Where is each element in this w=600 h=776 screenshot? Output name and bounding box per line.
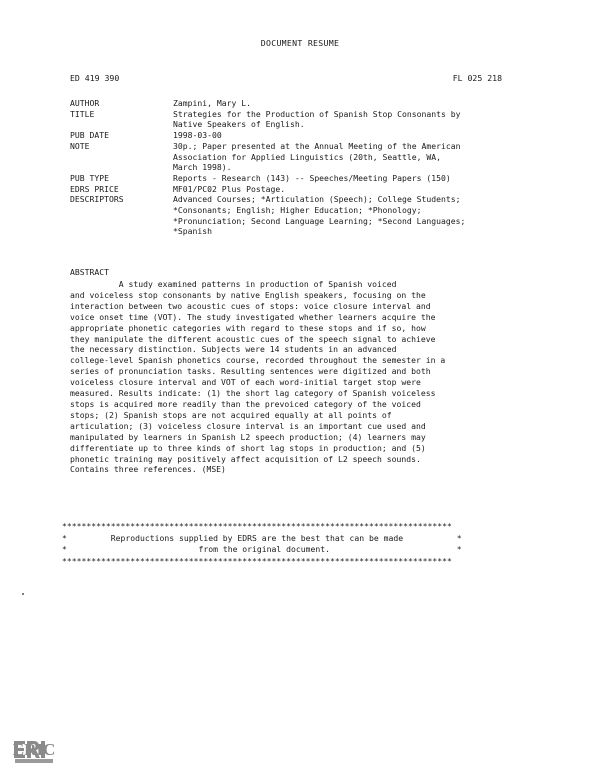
- meta-value: Strategies for the Production of Spanish Stop Consonants by Native Speakers of English.: [173, 108, 461, 130]
- meta-value: Reports - Research (143) -- Speeches/Meeting Papers (150): [173, 172, 451, 183]
- meta-row-pub-type: [70, 173, 540, 184]
- abstract-heading: ABSTRACT: [70, 267, 109, 277]
- meta-row-note: [70, 141, 540, 173]
- meta-key: EDRS PRICE: [70, 183, 119, 194]
- star-border-top: ********************************************************************************: [62, 521, 452, 531]
- reproduction-notice: [62, 521, 552, 567]
- meta-key: PUB TYPE: [70, 172, 109, 183]
- eric-logo-text: ERIC: [12, 740, 56, 759]
- document-title: DOCUMENT RESUME: [260, 38, 340, 48]
- meta-value: MF01/PC02 Plus Postage.: [173, 183, 286, 194]
- meta-key: TITLE: [70, 108, 95, 119]
- star-border-bottom: ********************************************************************************: [62, 555, 452, 566]
- meta-key: NOTE: [70, 140, 90, 151]
- abstract-body: A study examined patterns in production of Spanish voiced and voiceless stop consonants by native English speakers, focusing on the interaction between two acoustic cues of stops: voice closure interval and voice onset time (VOT). The study investigated whether learners acquire the appropriate phonetic categories with regard to these stops and if so, how they manipulate the different acoustic cues of the speech signal to achieve the necessary distinction. Subjects were 14 students in an advanced college-level Spanish phonetics course, recorded throughout the semester in a series of pronunciation tasks. Resulting sentences were digitized and both voiceless closure interval and VOT of each word-initial target stop were measured. Results indicate: (1) the short lag category of Spanish voiceless stops is acquired more readily than the prevoiced category of the voiced stops; (2) Spanish stops are not acquired equally at all points of articulation; (3) voiceless closure interval is an important cue used and manipulated by learners in Spanish L2 speech production; (4) learners may differentiate up to three kinds of short lag stops in production; and (5) phonetic training may positively affect acquisition of L2 speech sounds. Contains three references. (MSE): [70, 279, 446, 475]
- meta-value: Advanced Courses; *Articulation (Speech); College Students; *Consonants; English; Higher Education; *Phonology; *Pronunciation; Second Language Learning; *Second Languages; *Spanish: [173, 194, 466, 237]
- meta-row-title: [70, 109, 540, 130]
- star-left: *: [62, 544, 67, 554]
- meta-key: DESCRIPTORS: [70, 194, 124, 205]
- star-left: *: [62, 532, 67, 543]
- fl-number: FL 025 218: [452, 73, 502, 83]
- scan-speck: [22, 593, 24, 595]
- meta-key: AUTHOR: [70, 98, 100, 108]
- reproduction-line-1: Reproductions supplied by EDRS are the best that can be made: [110, 532, 404, 543]
- meta-row-pub-date: [70, 130, 540, 141]
- star-right: *: [456, 532, 462, 543]
- meta-key: PUB DATE: [70, 130, 109, 141]
- meta-value: Zampini, Mary L.: [173, 98, 251, 108]
- meta-row-edrs-price: [70, 184, 540, 195]
- meta-value: 30p.; Paper presented at the Annual Meeting of the American Association for Applied Linguistics (20th, Seattle, WA, March 1998).: [173, 140, 461, 173]
- star-right: *: [456, 544, 462, 554]
- ed-number: ED 419 390: [70, 73, 120, 83]
- reproduction-line-2: from the original document.: [198, 544, 331, 554]
- metadata-table: [70, 98, 540, 237]
- eric-logo: [12, 738, 56, 766]
- meta-row-descriptors: [70, 194, 540, 237]
- meta-row-author: [70, 98, 540, 109]
- meta-value: 1998-03-00: [173, 130, 222, 141]
